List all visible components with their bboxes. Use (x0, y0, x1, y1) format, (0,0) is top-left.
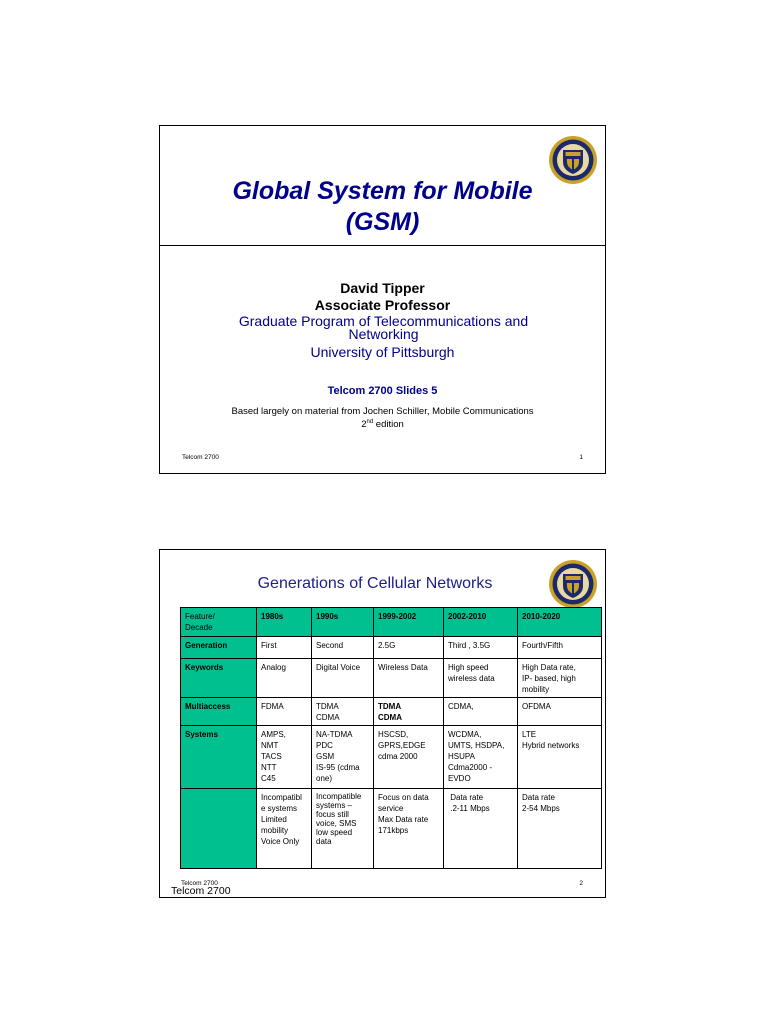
table-cell (257, 637, 312, 659)
row-header: Generation (181, 637, 257, 659)
cell-line: TACS (261, 752, 282, 761)
table-cell (257, 659, 312, 698)
cell-line: .2-11 Mbps (448, 804, 490, 813)
cell-line: Hybrid networks (522, 741, 580, 750)
title-slide (159, 125, 606, 474)
cell-line: PDC (316, 741, 333, 750)
cell-line: Wireless Data (378, 663, 428, 672)
cell-line: 171kbps (378, 826, 409, 835)
corner-line: Feature/ (185, 612, 215, 621)
page-number: 1 (579, 454, 583, 461)
table-row (181, 659, 602, 698)
cell-line: AMPS, (261, 730, 286, 739)
cell-line: systems – (316, 801, 353, 810)
cell-line: OFDMA (522, 702, 551, 711)
table-cell (518, 698, 602, 726)
author-role: Associate Professor (314, 297, 451, 313)
cell-line: wireless data (448, 674, 495, 683)
cell-line: Analog (261, 663, 286, 672)
author-name: David Tipper (340, 280, 425, 296)
cell-line: data (316, 837, 332, 846)
cell-line: e systems (261, 804, 298, 813)
corner-cell (181, 608, 257, 637)
row-header: Keywords (181, 659, 257, 698)
row-header: Systems (181, 726, 257, 789)
cell-line: 2-54 Mbps (522, 804, 560, 813)
cell-line: one) (316, 774, 333, 783)
page-number: 2 (579, 880, 583, 887)
title-line-1: Global System for Mobile (232, 177, 533, 205)
table-cell (518, 789, 602, 869)
cell-line: High Data rate, (522, 663, 576, 672)
cell-line: First (261, 641, 277, 650)
cell-line: Cdma2000 - (448, 763, 493, 772)
cell-line: Digital Voice (316, 663, 361, 672)
title-line-2: (GSM) (345, 208, 420, 236)
table-header-row (181, 608, 602, 637)
edition-line (160, 419, 605, 431)
cell-line: LTE (522, 730, 537, 739)
table-cell (444, 789, 518, 869)
table-cell (444, 726, 518, 789)
cell-line: mobility (261, 826, 289, 835)
edition-suffix: nd (366, 418, 374, 425)
cell-line: 2.5G (378, 641, 396, 650)
slide-title: Generations of Cellular Networks (257, 575, 493, 592)
cell-line: IS-95 (cdma (316, 763, 360, 772)
table-cell (374, 637, 444, 659)
header-cell: 1990s (312, 608, 374, 637)
row-header (181, 789, 257, 869)
cell-line: GPRS,EDGE (378, 741, 426, 750)
table-cell (444, 637, 518, 659)
table-cell (312, 726, 374, 789)
corner-line: Decade (185, 623, 213, 632)
cell-line: mobility (522, 685, 550, 694)
cell-line: FDMA (261, 702, 284, 711)
cell-line: NMT (261, 741, 279, 750)
cell-line: EVDO (448, 774, 471, 783)
cell-line: Max Data rate (378, 815, 429, 824)
cell-line: NA-TDMA (316, 730, 353, 739)
slide-title (160, 176, 605, 238)
university-name: University of Pittsburgh (310, 344, 455, 360)
cell-line: Fourth/Fifth (522, 641, 563, 650)
cell-line: UMTS, HSDPA, (448, 741, 505, 750)
cell-line: GSM (316, 752, 335, 761)
cell-line: Focus on data (378, 793, 429, 802)
table-cell (374, 659, 444, 698)
header-cell: 1999-2002 (374, 608, 444, 637)
slide-footer-overlay: Telcom 2700 (171, 885, 231, 897)
cell-line: Second (316, 641, 344, 650)
table-row (181, 789, 602, 869)
table-cell (257, 698, 312, 726)
cell-line: CDMA (316, 713, 340, 722)
cell-line: Data rate (448, 793, 484, 802)
cell-line: low speed (316, 828, 353, 837)
cell-line: WCDMA, (448, 730, 482, 739)
cell-line: Data rate (522, 793, 555, 802)
table-cell (518, 637, 602, 659)
cell-line: Limited (261, 815, 287, 824)
table-cell (257, 726, 312, 789)
header-cell: 2010-2020 (518, 608, 602, 637)
table-cell (518, 659, 602, 698)
table-cell (312, 659, 374, 698)
cell-line: TDMA (378, 702, 402, 711)
cell-line: CDMA (378, 713, 402, 722)
table-cell (312, 637, 374, 659)
cell-line: cdma 2000 (378, 752, 418, 761)
table-cell (518, 726, 602, 789)
edition-number: 2 (361, 419, 367, 430)
source-credit: Based largely on material from Jochen Schiller, Mobile Communications (231, 406, 534, 417)
generations-slide (159, 549, 606, 898)
cell-line: voice, SMS (316, 819, 357, 828)
table-cell (444, 659, 518, 698)
table-cell (312, 698, 374, 726)
title-divider (160, 245, 605, 246)
slide-footer: Telcom 2700 (182, 454, 219, 461)
cell-line: High speed (448, 663, 489, 672)
cell-line: HSCSD, (378, 730, 409, 739)
slide-footer: Telcom 2700 (181, 880, 218, 887)
cell-line: HSUPA (448, 752, 475, 761)
cell-line: C45 (261, 774, 276, 783)
generations-table (180, 607, 602, 869)
cell-line: Voice Only (261, 837, 300, 846)
table-row (181, 698, 602, 726)
cell-line: focus still (316, 810, 349, 819)
table-cell (374, 698, 444, 726)
cell-line: Incompatible (316, 792, 362, 801)
header-cell: 2002-2010 (444, 608, 518, 637)
cell-line: Incompatibl (261, 793, 302, 802)
slides-label: Telcom 2700 Slides 5 (327, 385, 438, 397)
cell-line: CDMA, (448, 702, 474, 711)
cell-line: service (378, 804, 404, 813)
row-header: Multiaccess (181, 698, 257, 726)
table-row (181, 637, 602, 659)
program-name: Graduate Program of Telecommunications and Networking (238, 313, 529, 342)
header-cell: 1980s (257, 608, 312, 637)
table-cell (374, 726, 444, 789)
cell-line: IP- based, high (522, 674, 576, 683)
university-seal-icon (548, 559, 598, 609)
cell-line: NTT (261, 763, 277, 772)
table-row (181, 726, 602, 789)
table-cell (374, 789, 444, 869)
table-cell (257, 789, 312, 869)
cell-line: Third , 3.5G (448, 641, 491, 650)
table-cell (444, 698, 518, 726)
table-cell (312, 789, 374, 869)
cell-line: TDMA (316, 702, 339, 711)
edition-text: edition (373, 419, 404, 430)
